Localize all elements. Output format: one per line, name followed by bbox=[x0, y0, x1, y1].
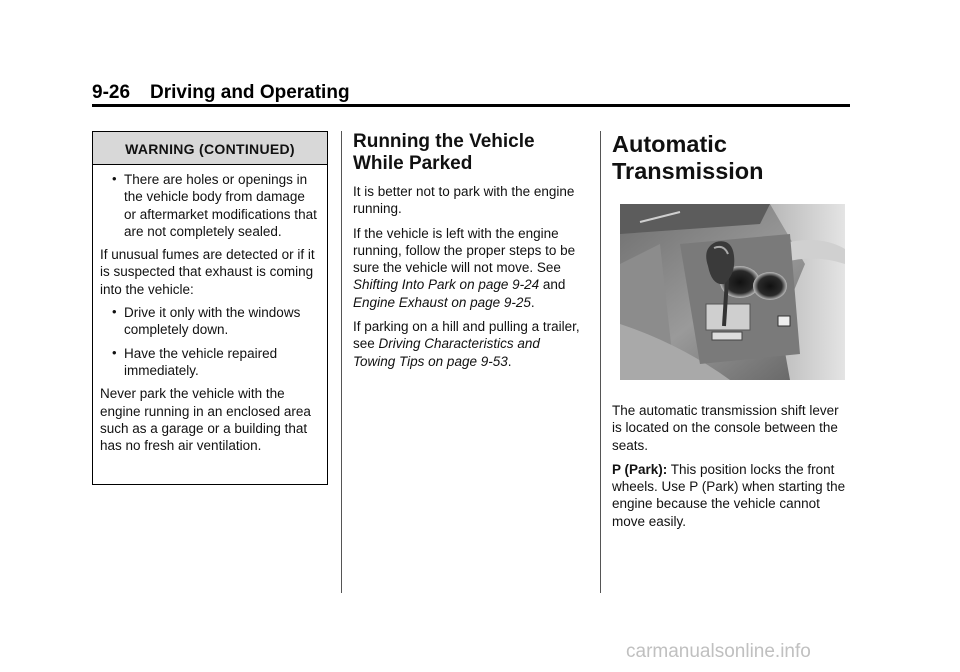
automatic-transmission-body bbox=[612, 402, 848, 537]
text: and bbox=[539, 277, 566, 293]
text: If the vehicle is left with the engine running, follow the proper steps to be sure the vehicle will not move. See bbox=[353, 225, 576, 276]
column-divider bbox=[600, 131, 601, 593]
heading-line: While Parked bbox=[353, 153, 473, 174]
warning-bullet: • Drive it only with the windows completely down. bbox=[100, 304, 319, 339]
text: . bbox=[530, 294, 535, 310]
section-title: Driving and Operating bbox=[150, 82, 350, 103]
body-paragraph: It is better not to park with the engine running. bbox=[353, 184, 575, 217]
body-paragraph bbox=[353, 318, 585, 370]
column-divider bbox=[341, 131, 342, 593]
watermark: carmanualsonline.info bbox=[626, 641, 811, 662]
text: If parking on a hill and pulling a trailer, see bbox=[353, 319, 580, 352]
header-rule bbox=[92, 104, 850, 107]
text: . bbox=[507, 353, 512, 369]
cross-reference-link[interactable]: Engine Exhaust on page 9-25 bbox=[353, 294, 531, 310]
shift-lever-photo bbox=[620, 204, 845, 380]
automatic-transmission-section bbox=[612, 131, 848, 185]
warning-bullet: • Have the vehicle repaired immediately. bbox=[100, 345, 319, 380]
heading-line: Transmission bbox=[612, 158, 764, 184]
heading-line: Running the Vehicle bbox=[353, 131, 535, 152]
body-paragraph: The automatic transmission shift lever is located on the console between the seats. bbox=[612, 403, 839, 453]
term-label: P (Park): bbox=[612, 461, 668, 477]
cross-reference-link[interactable]: Driving Characteristics and Towing Tips on page 9-53 bbox=[353, 336, 540, 369]
cross-reference-link[interactable]: Shifting Into Park on page 9-24 bbox=[353, 277, 540, 293]
page-header bbox=[92, 82, 850, 104]
page-number: 9-26 bbox=[92, 82, 131, 103]
text: This position locks the front wheels. Use P (Park) when starting the engine because the vehicle cannot move easily. bbox=[612, 461, 846, 529]
heading-line: Automatic bbox=[612, 131, 727, 157]
body-paragraph bbox=[612, 461, 848, 530]
body-paragraph bbox=[353, 225, 585, 311]
warning-bullet: • There are holes or openings in the vehicle body from damage or aftermarket modifications that are not completely sealed. bbox=[100, 171, 319, 240]
running-parked-section bbox=[353, 131, 585, 377]
warning-paragraph: Never park the vehicle with the engine running in an enclosed area such as a garage or a building that has no fresh air ventilation. bbox=[100, 386, 311, 454]
section-heading bbox=[612, 131, 848, 185]
warning-title: WARNING (CONTINUED) bbox=[93, 132, 327, 165]
section-heading bbox=[353, 131, 585, 175]
warning-box bbox=[92, 131, 328, 485]
warning-paragraph: If unusual fumes are detected or if it is suspected that exhaust is coming into the vehicle: bbox=[100, 247, 315, 297]
